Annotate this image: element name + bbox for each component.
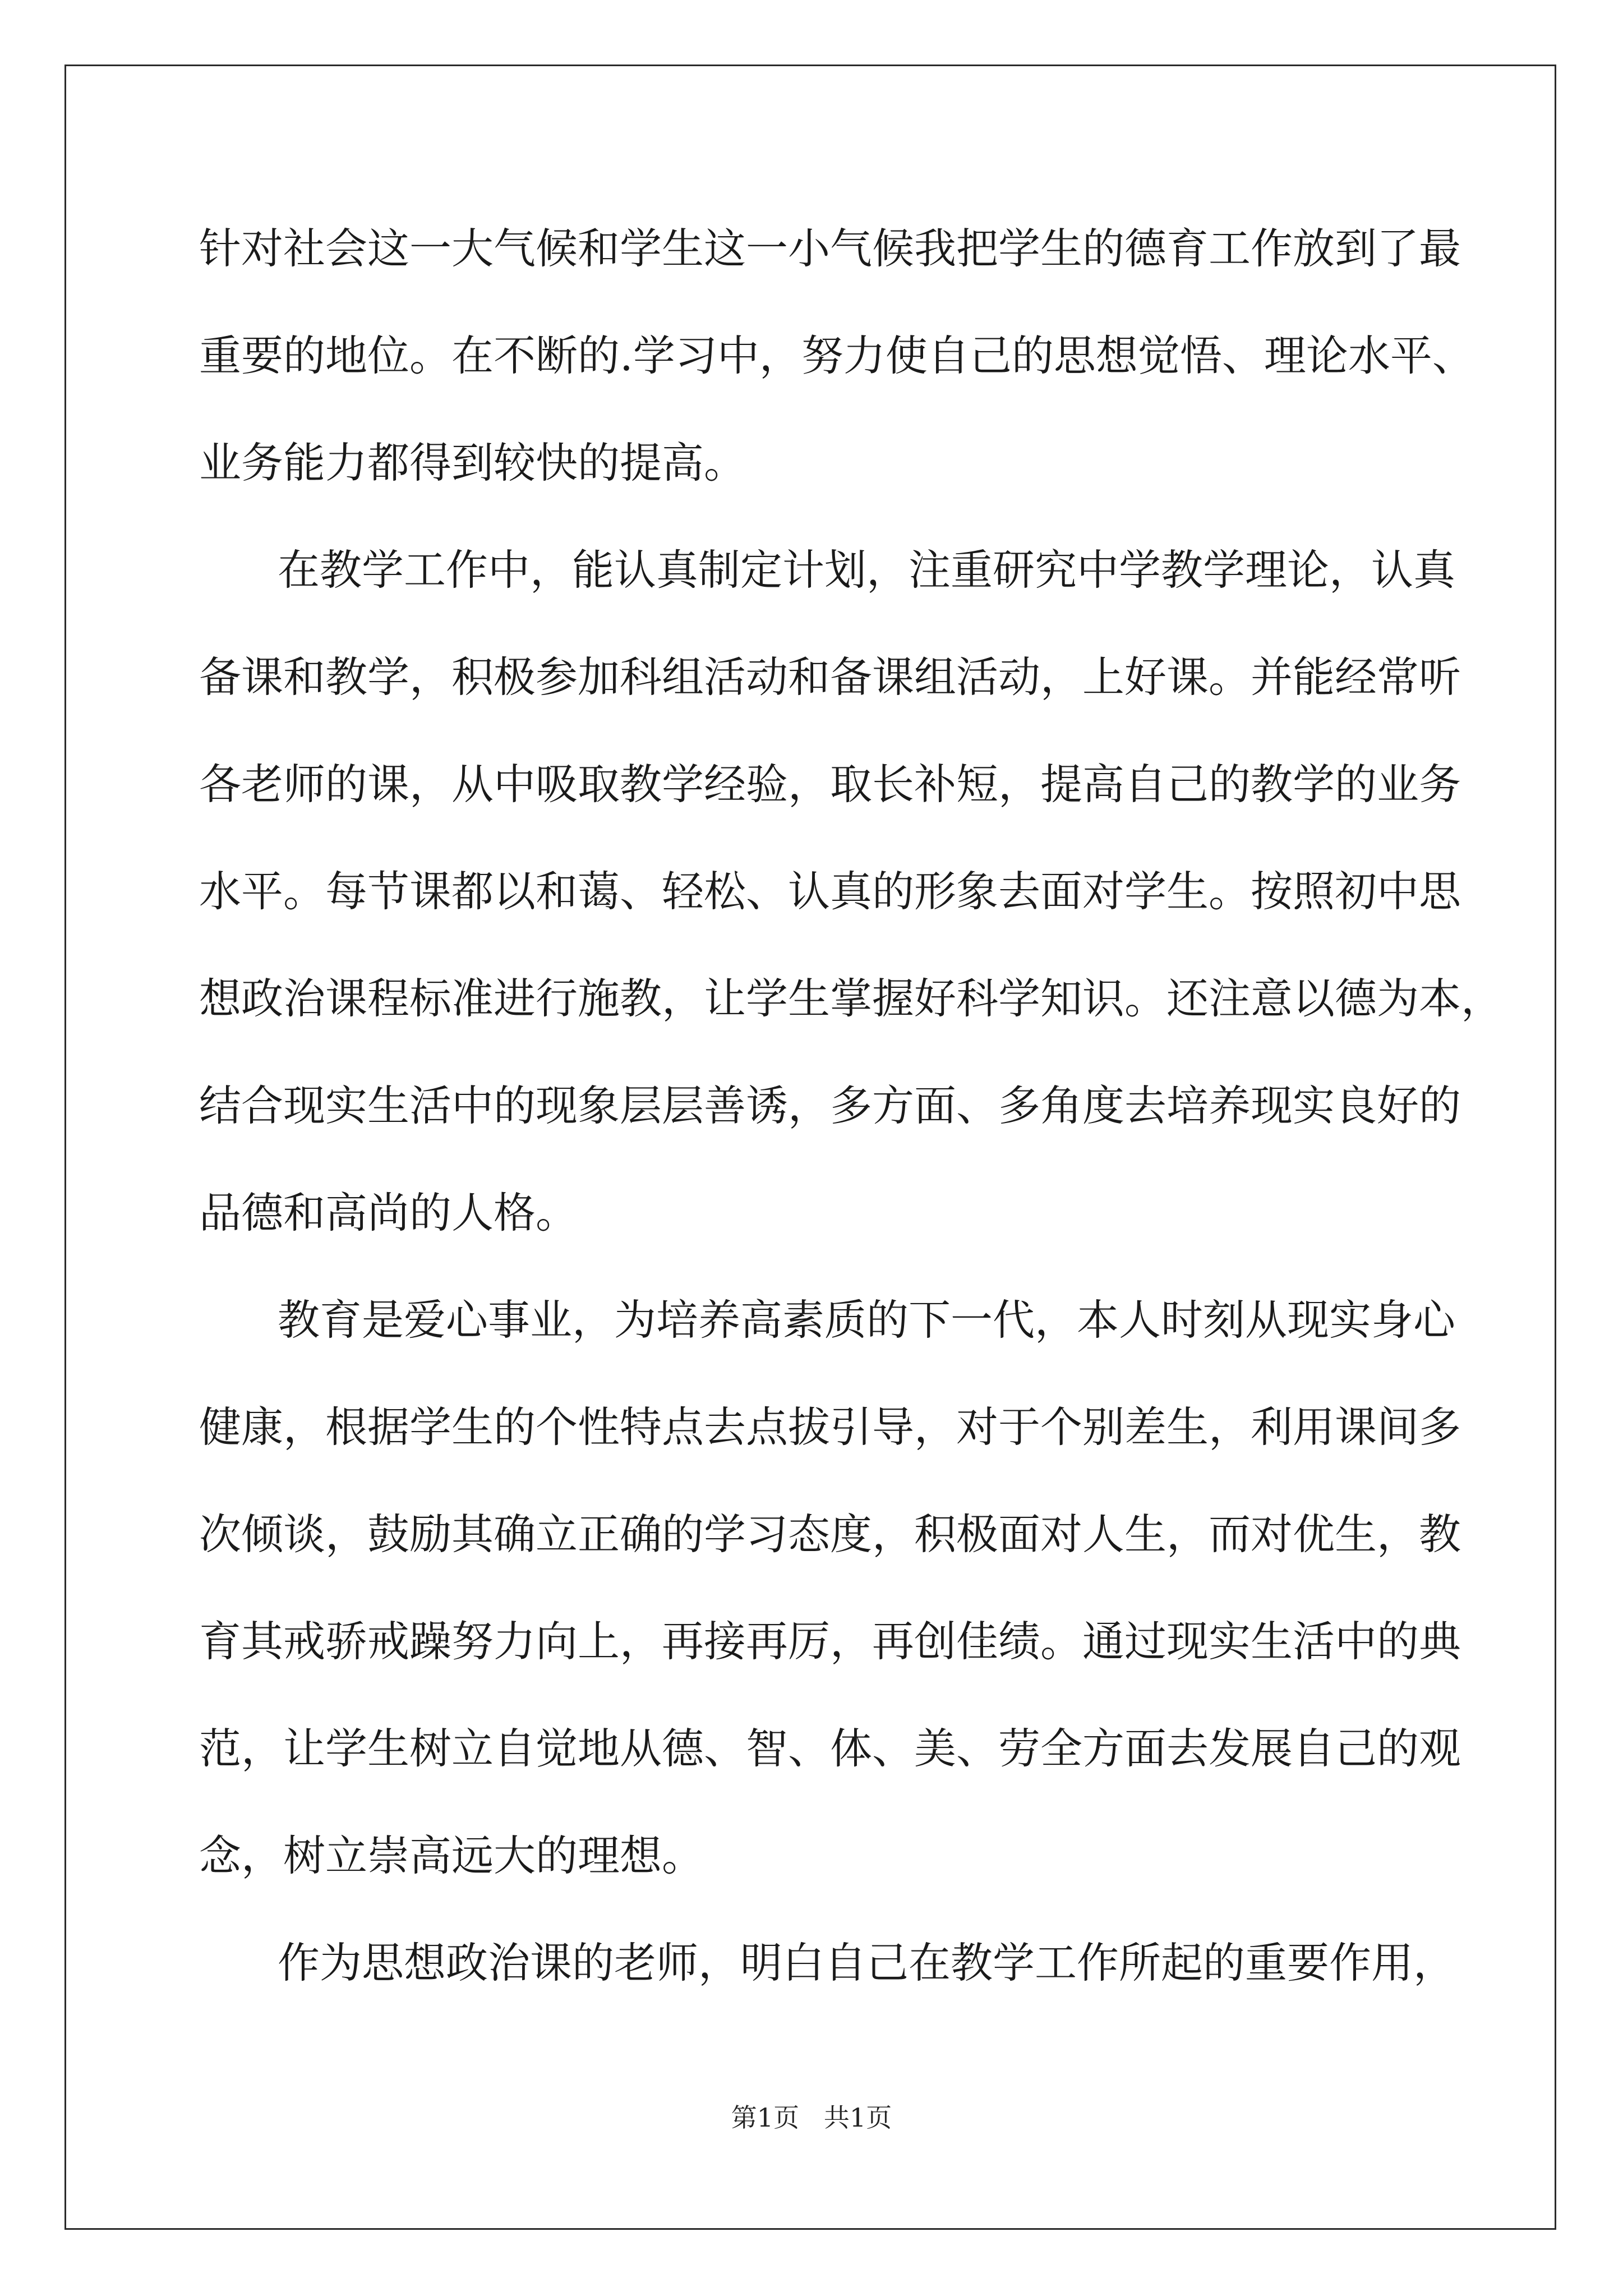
paragraph-3-line-5: 范，让学生树立自觉地从德、智、体、美、劳全方面去发展自己的观 <box>199 1724 1461 1773</box>
paragraph-2-line-7: 品德和高尚的人格。 <box>199 1188 578 1237</box>
paragraph-2-line-5: 想政治课程标准进行施教，让学生掌握好科学知识。还注意以德为本， <box>199 974 1504 1023</box>
paragraph-3-line-4: 育其戒骄戒躁努力向上，再接再厉，再创佳绩。通过现实生活中的典 <box>199 1617 1461 1666</box>
page-number-footer: 第1页 共1页 <box>731 2102 892 2133</box>
paragraph-2-line-1: 在教学工作中，能认真制定计划，注重研究中学教学理论，认真 <box>278 545 1456 595</box>
paragraph-3-line-6: 念，树立崇高远大的理想。 <box>199 1831 704 1880</box>
paragraph-1-line-2: 重要的地位。在不断的.学习中，努力使自己的思想觉悟、理论水平、 <box>199 331 1474 380</box>
paragraph-1-line-3: 业务能力都得到较快的提高。 <box>199 438 746 487</box>
paragraph-2-line-6: 结合现实生活中的现象层层善诱，多方面、多角度去培养现实良好的 <box>199 1081 1461 1130</box>
paragraph-4-line-1: 作为思想政治课的老师，明白自己在教学工作所起的重要作用， <box>278 1938 1456 1987</box>
paragraph-2-line-4: 水平。每节课都以和蔼、轻松、认真的形象去面对学生。按照初中思 <box>199 867 1461 916</box>
paragraph-1-line-1: 针对社会这一大气候和学生这一小气候我把学生的德育工作放到了最 <box>199 224 1461 273</box>
page-border <box>64 65 1556 2230</box>
paragraph-2-line-2: 备课和教学，积极参加科组活动和备课组活动，上好课。并能经常听 <box>199 652 1461 702</box>
paragraph-3-line-2: 健康，根据学生的个性特点去点拔引导，对于个别差生，利用课间多 <box>199 1402 1461 1452</box>
paragraph-2-line-3: 各老师的课，从中吸取教学经验，取长补短，提高自己的教学的业务 <box>199 760 1461 809</box>
paragraph-3-line-1: 教育是爱心事业，为培养高素质的下一代，本人时刻从现实身心 <box>278 1295 1456 1345</box>
paragraph-3-line-3: 次倾谈，鼓励其确立正确的学习态度，积极面对人生，而对优生，教 <box>199 1510 1461 1559</box>
